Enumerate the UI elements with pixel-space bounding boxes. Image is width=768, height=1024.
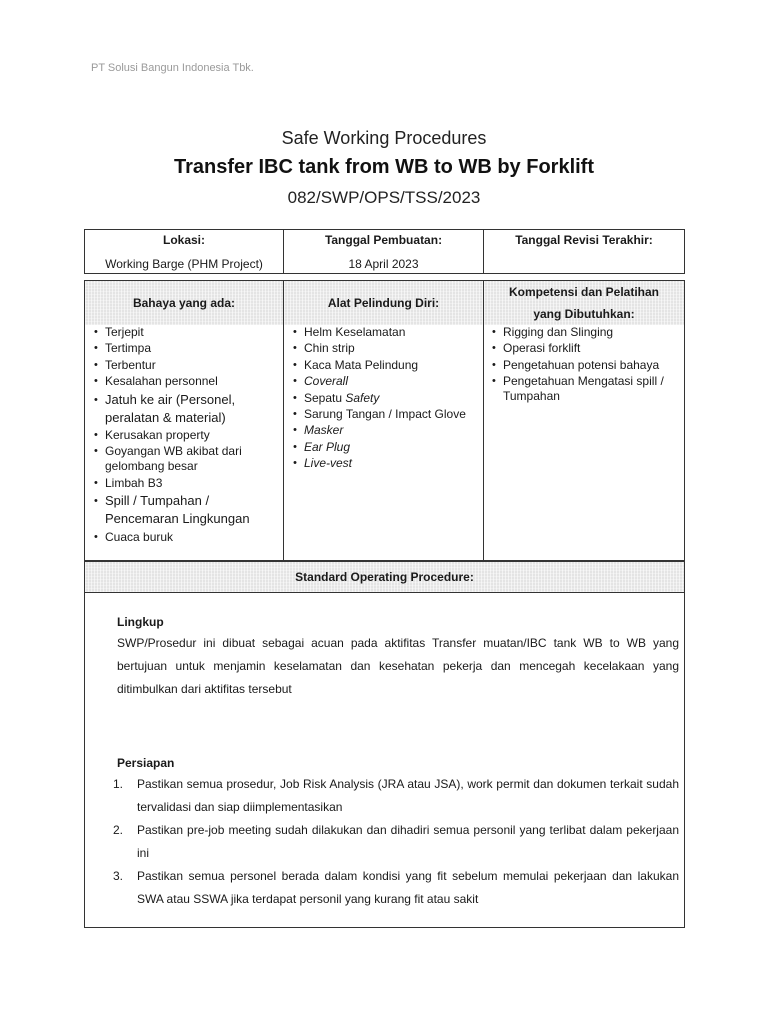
list-item bbox=[113, 773, 679, 819]
apd-header: Alat Pelindung Diri: bbox=[284, 281, 483, 325]
list-item: • Kerusakan property bbox=[91, 428, 277, 443]
document-type: Safe Working Procedures bbox=[281, 128, 487, 148]
tanggal-pembuatan-label: Tanggal Pembuatan: bbox=[324, 233, 443, 247]
list-item: • Sarung Tangan / Impact Glove bbox=[290, 407, 476, 422]
list-item: • Live-vest bbox=[290, 456, 476, 471]
company-name: PT Solusi Bangun Indonesia Tbk. bbox=[91, 62, 254, 74]
sop-header: Standard Operating Procedure: bbox=[85, 562, 684, 593]
step-text: Pastikan semua prosedur, Job Risk Analysis (JRA atau JSA), work permit dan dokumen terkait sudah tervalidasi dan siap diimplementasikan bbox=[137, 777, 679, 814]
list-item: • Terjepit bbox=[91, 325, 277, 340]
lingkup-title: Lingkup bbox=[117, 615, 164, 629]
apd-list bbox=[290, 325, 476, 473]
list-item: • Ear Plug bbox=[290, 440, 476, 455]
step-number: 3. bbox=[113, 869, 124, 883]
step-text: Pastikan semua personel berada dalam kondisi yang fit sebelum memulai pekerjaan dan lakukan SWA atau SSWA jika terdapat personil yang kurang fit atau sakit bbox=[137, 869, 679, 906]
tanggal-pembuatan-value: 18 April 2023 bbox=[348, 257, 419, 271]
hazard-table bbox=[84, 280, 685, 561]
step-number: 1. bbox=[113, 777, 124, 791]
list-item: • Limbah B3 bbox=[91, 476, 277, 491]
hazard-table-header bbox=[85, 281, 684, 325]
list-item-text: Sepatu bbox=[304, 390, 346, 405]
list-item: • Cuaca buruk bbox=[91, 530, 277, 545]
list-item: • Spill / Tumpahan / Pencemaran Lingkungan bbox=[91, 492, 277, 528]
list-item bbox=[113, 819, 679, 865]
kompetensi-list bbox=[489, 325, 679, 406]
document-code: 082/SWP/OPS/TSS/2023 bbox=[287, 188, 481, 207]
divider bbox=[483, 281, 484, 560]
sop-section bbox=[84, 561, 685, 928]
list-item: • Jatuh ke air (Personel, peralatan & material) bbox=[91, 391, 277, 427]
list-item: • Goyangan WB akibat dari gelombang besar bbox=[91, 444, 277, 474]
persiapan-title: Persiapan bbox=[117, 756, 175, 770]
lokasi-cell bbox=[85, 230, 283, 273]
kompetensi-header: Kompetensi dan Pelatihan yang Dibutuhkan: bbox=[484, 281, 684, 325]
list-item: • Masker bbox=[290, 423, 476, 438]
list-item: • Chin strip bbox=[290, 341, 476, 356]
list-item: • Operasi forklift bbox=[489, 341, 679, 356]
list-item: • Kaca Mata Pelindung bbox=[290, 358, 476, 373]
lingkup-text: SWP/Prosedur ini dibuat sebagai acuan pada aktifitas Transfer muatan/IBC tank WB to WB yang bertujuan untuk menjamin keselamatan dan kesehatan pekerja dan mencegah kecelakaan yang ditimbulkan dari aktifitas tersebut bbox=[117, 636, 679, 696]
tanggal-pembuatan-cell bbox=[284, 230, 483, 273]
list-item: • Rigging dan Slinging bbox=[489, 325, 679, 340]
list-item: • Tertimpa bbox=[91, 341, 277, 356]
list-item bbox=[113, 865, 679, 911]
tanggal-revisi-label: Tanggal Revisi Terakhir: bbox=[515, 233, 653, 247]
info-table bbox=[84, 229, 685, 274]
divider bbox=[283, 281, 284, 560]
list-item: • Pengetahuan Mengatasi spill / Tumpahan bbox=[489, 374, 679, 404]
list-item: • Terbentur bbox=[91, 358, 277, 373]
list-item: • Kesalahan personnel bbox=[91, 374, 277, 389]
list-item: • Pengetahuan potensi bahaya bbox=[489, 358, 679, 373]
tanggal-revisi-cell bbox=[484, 230, 684, 273]
persiapan-steps bbox=[113, 773, 679, 911]
list-item-text-italic: Safety bbox=[345, 390, 380, 405]
lokasi-label: Lokasi: bbox=[162, 233, 205, 247]
list-item: • Helm Keselamatan bbox=[290, 325, 476, 340]
list-item: • Coverall bbox=[290, 374, 476, 389]
bahaya-header: Bahaya yang ada: bbox=[85, 281, 283, 325]
step-text: Pastikan pre-job meeting sudah dilakukan dan dihadiri semua personil yang terlibat dalam pekerjaan ini bbox=[137, 823, 679, 860]
lokasi-value: Working Barge (PHM Project) bbox=[105, 257, 263, 271]
document-title: Transfer IBC tank from WB to WB by Forklift bbox=[173, 156, 595, 178]
sop-body bbox=[113, 612, 679, 911]
bahaya-list bbox=[91, 325, 277, 546]
step-number: 2. bbox=[113, 823, 124, 837]
list-item bbox=[290, 391, 476, 406]
